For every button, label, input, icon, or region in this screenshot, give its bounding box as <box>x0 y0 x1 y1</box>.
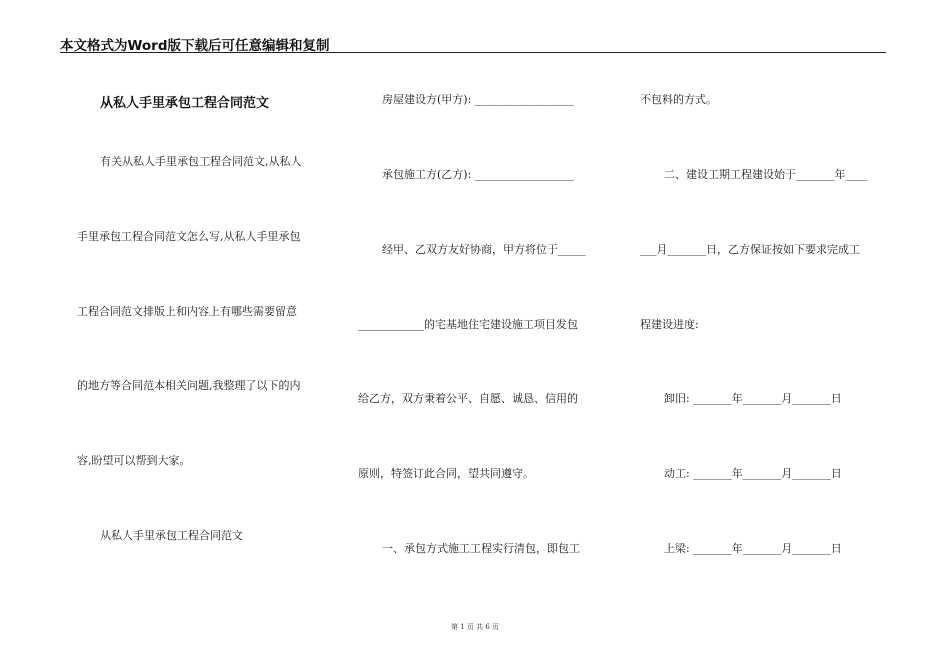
col3-line-6: 动工: _______年_______月_______日 <box>664 467 842 480</box>
col3-line-4: 程建设进度: <box>640 318 699 331</box>
col1-line-3: 工程合同范文排版上和内容上有哪些需要留意 <box>77 305 297 318</box>
col1-line-2: 手里承包工程合同范文怎么写,从私人手里承包 <box>77 230 301 243</box>
col2-line-3: 经甲、乙双方友好协商，甲方将位于_____ <box>382 243 586 256</box>
col1-line-4: 的地方等合同范本相关问题,我整理了以下的内 <box>77 379 301 392</box>
col2-line-7: 一、承包方式施工工程实行清包，即包工 <box>382 542 580 555</box>
header-divider <box>60 52 886 53</box>
col3-line-7: 上梁: _______年_______月_______日 <box>664 542 842 555</box>
col1-line-5: 容,盼望可以帮到大家。 <box>77 454 191 467</box>
col3-line-2: 二、建设工期工程建设始于_______年____ <box>664 168 868 181</box>
col1-line-6: 从私人手里承包工程合同范文 <box>100 529 243 542</box>
col2-line-2: 承包施工方(乙方): __________________ <box>382 168 574 181</box>
page-footer: 第 1 页 共 6 页 <box>450 623 500 631</box>
col2-line-4: ____________的宅基地住宅建设施工项目发包 <box>358 318 578 331</box>
col3-line-3: ___月_______日，乙方保证按如下要求完成工 <box>640 243 860 256</box>
header-title: 本文格式为Word版下载后可任意编辑和复制 <box>60 38 330 54</box>
col1-line-1: 有关从私人手里承包工程合同范文,从私人 <box>100 155 302 168</box>
document-title: 从私人手里承包工程合同范文 <box>100 96 270 111</box>
col2-line-1: 房屋建设方(甲方): __________________ <box>382 93 574 106</box>
col3-line-1: 不包料的方式。 <box>640 93 717 106</box>
col2-line-6: 原则，特签订此合同，望共同遵守。 <box>358 467 534 480</box>
col3-line-5: 卸旧: _______年_______月_______日 <box>664 392 842 405</box>
col2-line-5: 给乙方，双方秉着公平、自愿、诚恳、信用的 <box>358 392 578 405</box>
